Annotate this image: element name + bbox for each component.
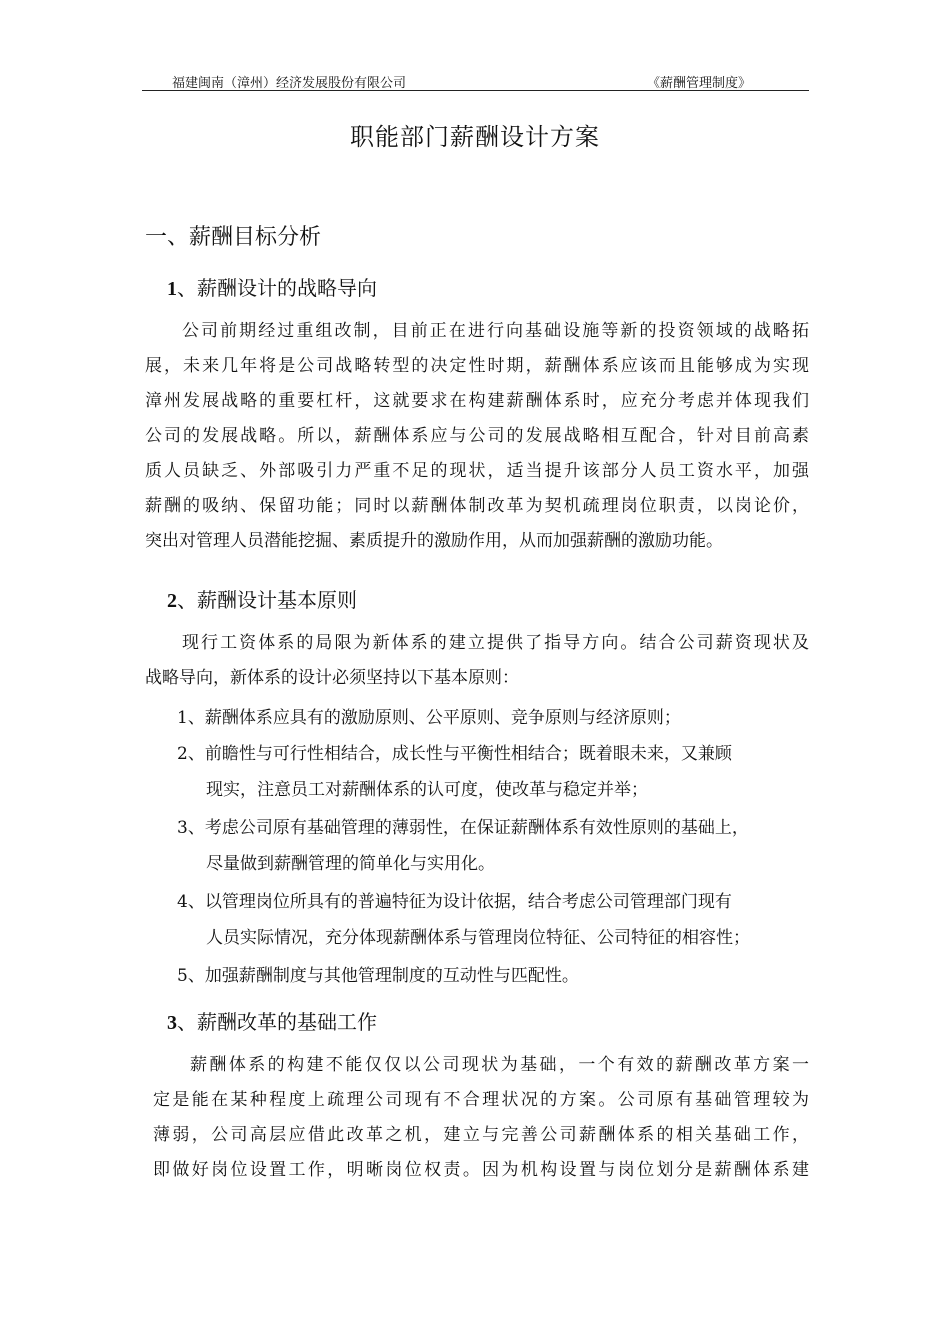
paragraph-principles-intro [145, 626, 809, 696]
item-line: 人员实际情况，充分体现薪酬体系与管理岗位特征、公司特征的相容性； [206, 928, 750, 948]
paragraph-line: 质人员缺乏、外部吸引力严重不足的现状，适当提升该部分人员工资水平，加强 [145, 461, 809, 481]
item-line: 现实，注意员工对薪酬体系的认可度，使改革与稳定并举； [206, 780, 648, 800]
paragraph-line: 即做好岗位设置工作，明晰岗位权责。因为机构设置与岗位划分是薪酬体系建 [153, 1160, 809, 1180]
paragraph-line: 漳州发展战略的重要杠杆，这就要求在构建薪酬体系时，应充分考虑并体现我们 [145, 391, 809, 411]
paragraph-line: 战略导向，新体系的设计必须坚持以下基本原则： [145, 668, 519, 688]
item-line: 5、加强薪酬制度与其他管理制度的互动性与匹配性。 [177, 966, 579, 986]
paragraph-groundwork [145, 1048, 809, 1188]
paragraph-line: 现行工资体系的局限为新体系的建立提供了指导方向。结合公司薪资现状及 [182, 633, 809, 653]
paragraph-line: 突出对管理人员潜能挖掘、素质提升的激励作用，从而加强薪酬的激励功能。 [145, 531, 723, 551]
header-company: 福建闽南（漳州）经济发展股份有限公司 [172, 76, 407, 91]
subsection-number: 3 [167, 1012, 177, 1034]
paragraph-line: 薄弱，公司高层应借此改革之机，建立与完善公司薪酬体系的相关基础工作， [153, 1125, 809, 1145]
paragraph-line: 定是能在某种程度上疏理公司现有不合理状况的方案。公司原有基础管理较为 [153, 1090, 809, 1110]
paragraph-strategy [145, 314, 809, 559]
subsection-number: 2 [167, 590, 177, 612]
header-doc-name: 《薪酬管理制度》 [646, 76, 751, 91]
item-line: 4、以管理岗位所具有的普遍特征为设计依据，结合考虑公司管理部门现有 [177, 892, 732, 912]
principle-item-3 [177, 810, 809, 882]
paragraph-line: 薪酬体系的构建不能仅仅以公司现状为基础，一个有效的薪酬改革方案一 [190, 1055, 809, 1075]
paragraph-line: 展，未来几年将是公司战略转型的决定性时期，薪酬体系应该而且能够成为实现 [145, 356, 809, 376]
principle-item-4 [177, 884, 809, 956]
section-heading: 一、薪酬目标分析 [145, 225, 322, 250]
paragraph-line: 公司前期经过重组改制，目前正在进行向基础设施等新的投资领域的战略拓 [182, 321, 809, 341]
subsection-title: 、薪酬设计的战略导向 [177, 276, 377, 300]
page-header [142, 70, 809, 91]
item-line: 3、考虑公司原有基础管理的薄弱性，在保证薪酬体系有效性原则的基础上， [177, 818, 749, 838]
subsection-title: 、薪酬设计基本原则 [177, 588, 357, 612]
paragraph-line: 公司的发展战略。所以，薪酬体系应与公司的发展战略相互配合，针对目前高素 [145, 426, 809, 446]
subsection-heading-3 [167, 1006, 377, 1035]
principle-item-5 [177, 958, 809, 994]
item-line: 尽量做到薪酬管理的简单化与实用化。 [206, 854, 495, 874]
principle-item-1 [177, 700, 809, 736]
principle-item-2 [177, 736, 809, 808]
subsection-heading-1 [167, 272, 377, 301]
paragraph-line: 薪酬的吸纳、保留功能；同时以薪酬体制改革为契机疏理岗位职责，以岗论价， [145, 496, 809, 516]
item-line: 2、前瞻性与可行性相结合，成长性与平衡性相结合；既着眼未来，又兼顾 [177, 744, 732, 764]
document-title: 职能部门薪酬设计方案 [350, 123, 600, 151]
subsection-heading-2 [167, 584, 357, 613]
subsection-number: 1 [167, 278, 177, 300]
subsection-title: 、薪酬改革的基础工作 [177, 1010, 377, 1034]
item-line: 1、薪酬体系应具有的激励原则、公平原则、竞争原则与经济原则； [177, 708, 681, 728]
